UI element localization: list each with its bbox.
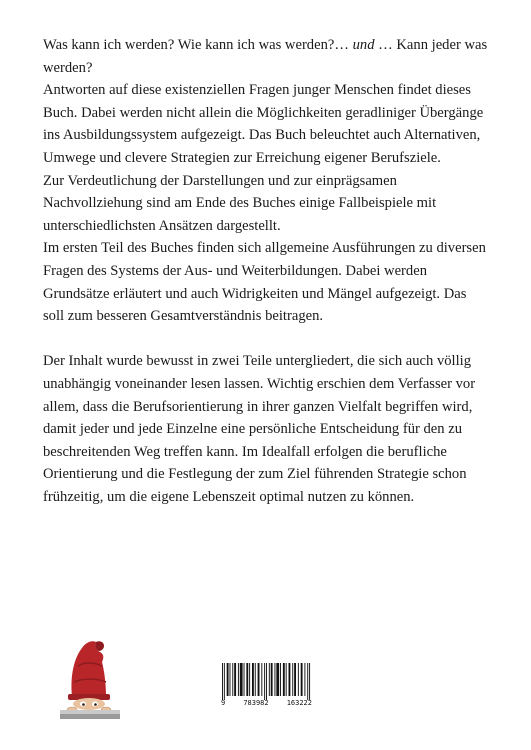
peeking-gnome-icon: [58, 636, 122, 720]
isbn-digit-group: 783982: [243, 699, 269, 707]
barcode-bars-icon: [222, 663, 311, 700]
blurb-paragraph-structure: Der Inhalt wurde bewusst in zwei Teile untergliedert, die sich auch völlig unabhängig voneinander lesen lassen. Wichtig erschien dem Verfasser vor allem, dass die Berufsorientierung in ihrer ganzen Vielfalt begriffen wird, damit jeder und jede Einzelne eine persönliche Entscheidung für den zu beschreitenden Weg treffen kann. Im Idealfall erfolgen die berufliche Orientierung und die Festlegung der zum Ziel führenden Strategie schon frühzeitig, um die eigene Lebenszeit optimal nutzen zu können.: [43, 353, 476, 505]
back-cover-text: [43, 34, 491, 508]
blurb-paragraph-examples: Zur Verdeutlichung der Darstellungen und zur einprägsamen Nachvollziehung sind am Ende des Buches einige Fallbeispiele mit unterschiedlichsten Ansätzen dargestellt.: [43, 172, 437, 234]
isbn-digit-group: 9: [221, 699, 226, 707]
blurb-emphasis: und: [352, 37, 375, 53]
isbn-barcode: [219, 661, 314, 710]
blurb-paragraph-part-one: Im ersten Teil des Buches finden sich allgemeine Ausführungen zu diversen Fragen des Systems der Aus- und Weiterbildungen. Dabei werden Grundsätze erläutert und auch Widrigkeiten und Mängel aufgezeigt. Das soll zum besseren Gesamtverständnis beitragen.: [43, 240, 486, 325]
blurb-paragraph-questions: [43, 34, 491, 79]
isbn-digit-group: 163222: [286, 699, 312, 707]
isbn-digits: [219, 699, 314, 707]
blurb-paragraph-answers: Antworten auf diese existenziellen Fragen junger Menschen findet dieses Buch. Dabei werden nicht allein die Möglichkeiten geradliniger Übergänge ins Ausbildungssystem aufgezeigt. Das Buch beleuchtet auch Alternativen, Umwege und clevere Strategien zur Erreichung eigener Berufsziele.: [43, 82, 484, 166]
blurb-text: … Kann jeder was werden?: [43, 37, 488, 76]
blurb-text: Was kann ich werden? Wie kann ich was werden?…: [43, 37, 353, 53]
paragraph-spacer: [43, 328, 491, 351]
